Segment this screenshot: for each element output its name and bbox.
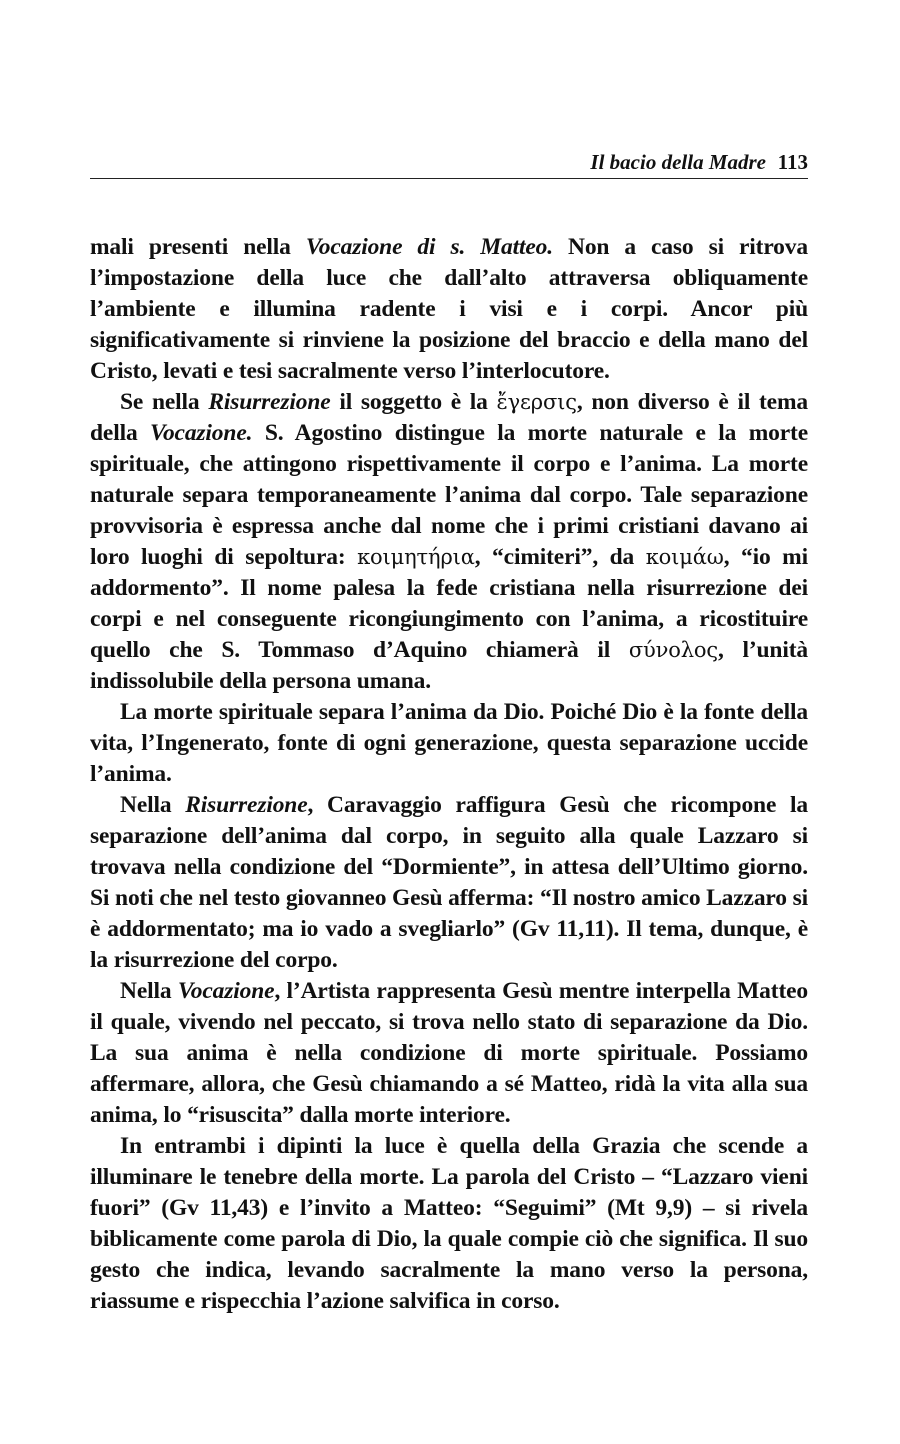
text-run: , Caravaggio raffigura Gesù che ricompone la separazione dell’anima dal corpo, in seguito alla quale Lazzaro si trovava nella condizione del “Dormiente”, in attesa dell’Ultimo giorno. Si noti che nel testo giovanneo Gesù afferma: “Il nostro amico Lazzaro si è addormentato; ma io vado a svegliarlo” (Gv 11,11). Il tema, dunque, è la risurrezione del corpo. (90, 792, 808, 973)
text-run: Nella (120, 978, 178, 1004)
running-header (90, 150, 808, 179)
italic-title: Vocazione. (150, 420, 253, 446)
greek-term: σύνολος (628, 638, 719, 662)
page-number: 113 (777, 150, 808, 174)
text-run: La morte spirituale separa l’anima da Dio. Poiché Dio è la fonte della vita, l’Ingenerato, fonte di ogni generazione, questa separazione uccide l’anima. (90, 699, 808, 787)
text-run: Se nella (120, 389, 209, 415)
paragraph-6 (90, 1131, 808, 1317)
italic-title: Risurrezione (185, 792, 308, 818)
text-run: Nella (120, 792, 186, 818)
greek-term: κοιμάω (645, 545, 724, 569)
text-run: , “cimiteri”, da (474, 544, 646, 570)
text-run: mali presenti nella (90, 234, 306, 260)
text-run: , l’Artista rappresenta Gesù mentre interpella Matteo il quale, vivendo nel peccato, si trova nello stato di separazione da Dio. La sua anima è nella condizione di morte spirituale. Possiamo affermare, allora, che Gesù chiamando a sé Matteo, ridà la vita alla sua anima, lo “risuscita” dalla morte interiore. (90, 978, 809, 1128)
body-text (90, 232, 808, 1317)
italic-title: Risurrezione (208, 389, 331, 415)
text-run: Non a caso si ritrova l’impostazione della luce che dall’alto attraversa obliquamente l’ambiente e illumina radente i visi e i corpi. Ancor più significativamente si rinviene la posizione del braccio e della mano del Cristo, levati e tesi sacralmente verso l’interlocutore. (90, 234, 808, 384)
italic-title: Vocazione di s. Matteo. (305, 234, 553, 260)
text-run: , l’unità indissolubile della persona umana. (90, 637, 808, 694)
greek-term: κοιμητήρια (357, 545, 475, 569)
greek-term: ἔγερσις (496, 390, 577, 414)
text-run: S. Agostino distingue la morte naturale e la morte spirituale, che attingono rispettivamente il corpo e l’anima. La morte naturale separa temporaneamente l’anima dal corpo. Tale separazione provvisoria è espressa anche dal nome che i primi cristiani davano ai loro luoghi di sepoltura: (90, 420, 808, 570)
text-run: , “io mi addormento”. Il nome palesa la fede cristiana nella risurrezione dei corpi e nel conseguente ricongiungimento con l’anima, a ricostituire quello che S. Tommaso d’Aquino chiamerà il (90, 544, 808, 663)
text-run: il soggetto è la (330, 389, 497, 415)
italic-title: Vocazione (177, 978, 275, 1004)
running-title: Il bacio della Madre (590, 150, 766, 174)
paragraph-3 (90, 697, 808, 790)
paragraph-4 (90, 790, 808, 976)
paragraph-2 (90, 387, 808, 697)
paragraph-5 (90, 976, 808, 1131)
text-run: , non diverso è il tema della (90, 389, 808, 446)
text-run: In entrambi i dipinti la luce è quella della Grazia che scende a illuminare le tenebre della morte. La parola del Cristo – “Lazzaro vieni fuori” (Gv 11,43) e l’invito a Matteo: “Seguimi” (Mt 9,9) – si rivela biblicamente come parola di Dio, la quale compie ciò che significa. Il suo gesto che indica, levando sacralmente la mano verso la persona, riassume e rispecchia l’azione salvifica in corso. (90, 1133, 808, 1314)
paragraph-1 (90, 232, 808, 387)
